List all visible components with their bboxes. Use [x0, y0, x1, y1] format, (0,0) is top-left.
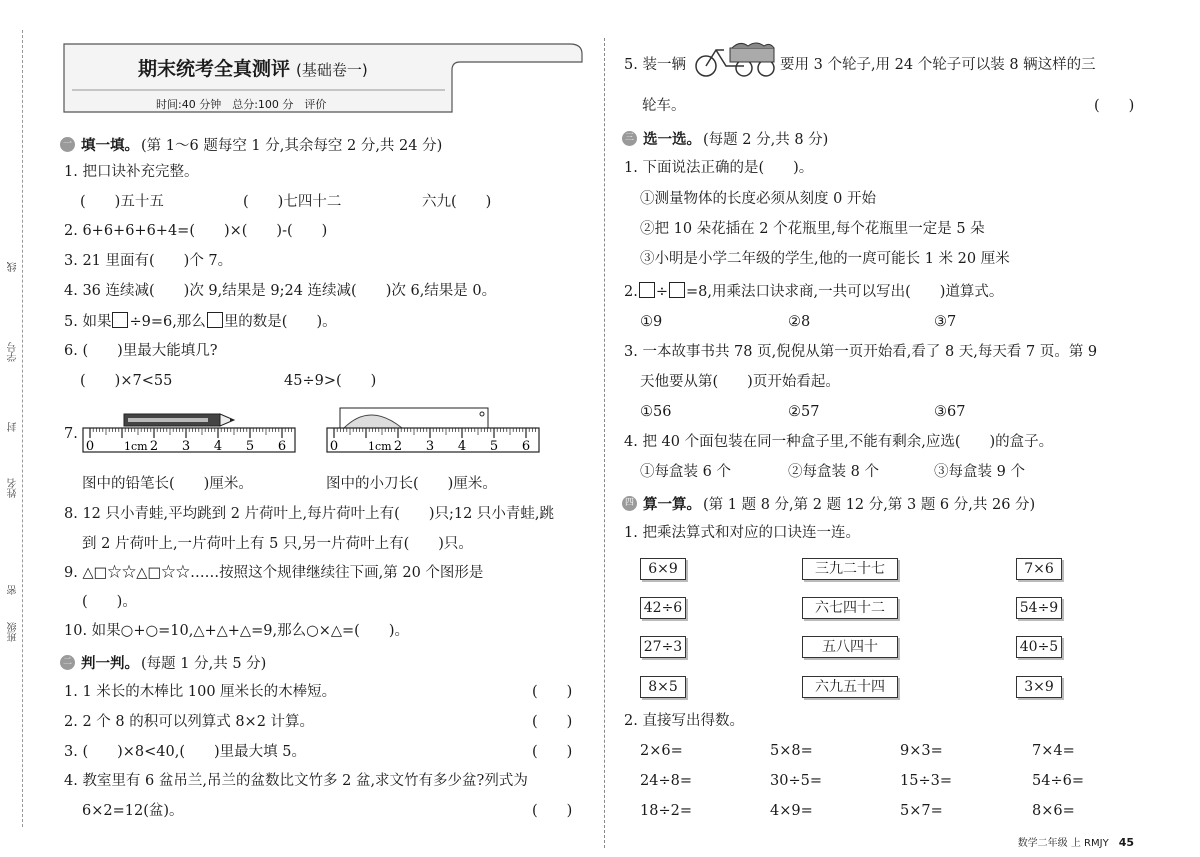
calc-item[interactable]: 15÷3= [900, 773, 952, 789]
binding-label: 线 [8, 262, 19, 272]
question-text: 9. △□☆☆△□☆☆……按照这个规律继续往下画,第 20 个图形是 [64, 565, 484, 581]
ruler-label: 4 [213, 439, 223, 454]
title-banner [60, 38, 580, 116]
choice-option[interactable]: ①测量物体的长度必须从刻度 0 开始 [640, 191, 876, 207]
judge-question: 4. 教室里有 6 盆吊兰,吊兰的盆数比文竹多 2 盆,求文竹有多少盆?列式为 [64, 773, 528, 789]
title-subtitle: (基础卷一) [296, 61, 368, 79]
section-note: (每题 1 分,共 5 分) [141, 656, 267, 672]
match-rhyme[interactable]: 六七四十二 [802, 597, 898, 619]
judge-answer-blank[interactable]: ( ) [532, 684, 573, 700]
choice-option[interactable]: ②每盒装 8 个 [788, 464, 879, 480]
judge-answer-blank[interactable]: ( ) [532, 803, 573, 819]
choice-option[interactable]: ③每盒装 9 个 [934, 464, 1025, 480]
ruler-label: 3 [425, 439, 435, 454]
judge-answer-blank[interactable]: ( ) [532, 714, 573, 730]
tricycle-icon [690, 40, 778, 78]
binding-label: 班级 [8, 622, 19, 642]
section-title: 选一选。 [643, 132, 701, 148]
calc-item[interactable]: 5×8= [770, 743, 813, 759]
question-text[interactable]: 到 2 片荷叶上,一片荷叶上有 5 只,另一片荷叶上有( )只。 [82, 536, 473, 552]
calc-item[interactable]: 8×6= [1032, 803, 1075, 819]
judge-question: 轮车。 [642, 98, 686, 114]
calc-item[interactable]: 7×4= [1032, 743, 1075, 759]
section-number-icon: 四 [622, 496, 637, 511]
binding-label: 学号 [8, 342, 19, 362]
answer-blank[interactable]: 图中的小刀长( )厘米。 [326, 476, 497, 492]
binding-label: 封 [8, 422, 19, 432]
question-text[interactable]: 4. 把 40 个面包装在同一种盒子里,不能有剩余,应选( )的盒子。 [624, 434, 1054, 450]
ruler-label: 1cm [368, 440, 392, 453]
question-text[interactable]: 4. 36 连续减( )次 9,结果是 9;24 连续减( )次 6,结果是 0。 [64, 283, 497, 299]
answer-blank[interactable]: ( )×7<55 [80, 373, 173, 389]
knife-ruler-figure [326, 402, 546, 464]
question-text: 1. 把乘法算式和对应的口诀连一连。 [624, 525, 860, 541]
choice-option[interactable]: ①9 [640, 314, 663, 330]
calc-item[interactable]: 2×6= [640, 743, 683, 759]
question-text: 1. 把口诀补充完整。 [64, 164, 199, 180]
section-header [622, 128, 828, 149]
question-text: 3. 一本故事书共 78 页,倪倪从第一页开始看,看了 8 天,每天看 7 页。第 9 [624, 344, 1098, 360]
choice-option[interactable]: ①56 [640, 404, 672, 420]
answer-blank[interactable]: ( )。 [82, 594, 137, 610]
question-text[interactable]: 3. 21 里面有( )个 7。 [64, 253, 233, 269]
question-text: 2. 直接写出得数。 [624, 713, 744, 729]
question-part: 里的数是( )。 [223, 314, 337, 330]
judge-question: 3. ( )×8<40,( )里最大填 5。 [64, 744, 306, 760]
judge-answer-blank[interactable]: ( ) [1094, 98, 1135, 114]
ruler-label: 5 [245, 439, 255, 454]
calc-item[interactable]: 24÷8= [640, 773, 692, 789]
match-expression[interactable]: 6×9 [640, 558, 686, 580]
blank-box[interactable] [669, 282, 685, 298]
page-number: 45 [1118, 836, 1134, 849]
ruler-label: 5 [489, 439, 499, 454]
section-note: (第 1 题 8 分,第 2 题 12 分,第 3 题 6 分,共 26 分) [703, 497, 1036, 513]
section-note: (每题 2 分,共 8 分) [703, 132, 829, 148]
question-text[interactable]: 8. 12 只小青蛙,平均跳到 2 片荷叶上,每片荷叶上有( )只;12 只小青蛙,跳 [64, 506, 555, 522]
page-footer [1018, 834, 1134, 849]
binding-label: 密 [8, 585, 19, 595]
judge-question: 2. 2 个 8 的积可以列算式 8×2 计算。 [64, 714, 315, 730]
section-title: 判一判。 [81, 656, 139, 672]
calc-item[interactable]: 18÷2= [640, 803, 692, 819]
footer-label: 数学二年级 上 RMJY [1017, 838, 1109, 849]
match-expression[interactable]: 7×6 [1016, 558, 1062, 580]
binding-strip [0, 0, 44, 857]
section-note: (第 1～6 题每空 1 分,其余每空 2 分,共 24 分) [141, 138, 443, 154]
question-part: 5. 装一辆 [624, 57, 686, 73]
judge-question: 6×2=12(盆)。 [82, 803, 184, 819]
answer-blank[interactable]: ( )七四十二 [243, 194, 342, 210]
exam-info: 时间:40 分钟 总分:100 分 评价 [156, 98, 327, 111]
blank-box[interactable] [639, 282, 655, 298]
question-text[interactable]: 1. 下面说法正确的是( )。 [624, 160, 814, 176]
choice-option[interactable]: ②把 10 朵花插在 2 个花瓶里,每个花瓶里一定是 5 朵 [640, 221, 985, 237]
choice-option[interactable]: ③67 [934, 404, 966, 420]
match-expression[interactable]: 8×5 [640, 676, 686, 698]
match-expression[interactable]: 40÷5 [1016, 636, 1062, 658]
ruler-label: 0 [85, 439, 95, 454]
section-header [622, 493, 1035, 514]
match-expression[interactable]: 27÷3 [640, 636, 686, 658]
calc-item[interactable]: 5×7= [900, 803, 943, 819]
calc-item[interactable]: 54÷6= [1032, 773, 1084, 789]
question-text[interactable] [624, 282, 1003, 301]
section-number-icon: 二 [60, 655, 75, 670]
title-text: 期末统考全真测评 [138, 58, 291, 80]
section-title: 算一算。 [643, 497, 701, 513]
ruler-label: 6 [277, 439, 287, 454]
choice-option[interactable]: ③小明是小学二年级的学生,他的一庹可能长 1 米 20 厘米 [640, 251, 1010, 267]
judge-question: 1. 1 米长的木棒比 100 厘米长的木棒短。 [64, 684, 337, 700]
blank-box[interactable] [207, 312, 223, 328]
answer-blank[interactable]: 45÷9>( ) [284, 373, 377, 389]
answer-blank[interactable]: 六九( ) [422, 194, 492, 210]
ruler-label: 2 [393, 439, 403, 454]
match-expression[interactable]: 3×9 [1016, 676, 1062, 698]
match-rhyme[interactable]: 五八四十 [802, 636, 898, 658]
ruler-label: 3 [181, 439, 191, 454]
binding-label: 姓名 [8, 478, 19, 498]
match-rhyme[interactable]: 六九五十四 [802, 676, 898, 698]
calc-item[interactable]: 4×9= [770, 803, 813, 819]
calc-item[interactable]: 30÷5= [770, 773, 822, 789]
calc-item[interactable]: 9×3= [900, 743, 943, 759]
choice-option[interactable]: ①每盒装 6 个 [640, 464, 731, 480]
page-title [138, 54, 368, 81]
match-expression[interactable]: 54÷9 [1016, 597, 1062, 619]
section-number-icon: 一 [60, 137, 75, 152]
column-divider [604, 38, 605, 848]
question-part: 5. 如果 [64, 314, 112, 330]
ruler-label: 6 [521, 439, 531, 454]
section-header [60, 134, 442, 155]
pencil-ruler-figure [82, 402, 302, 464]
answer-blank[interactable]: 图中的铅笔长( )厘米。 [82, 476, 253, 492]
blank-box[interactable] [112, 312, 128, 328]
binding-line [22, 30, 23, 827]
ruler-label: 2 [149, 439, 159, 454]
choice-option[interactable]: ②8 [788, 314, 811, 330]
question-part: =8,用乘法口诀求商,一共可以写出( )道算式。 [686, 284, 1004, 300]
ruler-label: 4 [457, 439, 467, 454]
choice-option[interactable]: ③7 [934, 314, 957, 330]
question-text: 7. [64, 426, 78, 442]
section-header [60, 652, 266, 673]
judge-question [624, 56, 686, 74]
choice-option[interactable]: ②57 [788, 404, 820, 420]
match-rhyme[interactable]: 三九二十七 [802, 558, 898, 580]
match-expression[interactable]: 42÷6 [640, 597, 686, 619]
question-text[interactable]: 天他要从第( )页开始看起。 [640, 374, 840, 390]
section-title: 填一填。 [81, 138, 139, 154]
question-part: ÷9=6,那么 [129, 314, 206, 330]
question-text[interactable]: 10. 如果○+○=10,△+△+△=9,那么○×△=( )。 [64, 623, 409, 639]
ruler-label: 1cm [124, 440, 148, 453]
question-part: 2. [624, 284, 638, 300]
question-text[interactable] [64, 312, 337, 331]
section-number-icon: 三 [622, 131, 637, 146]
question-text[interactable]: 2. 6+6+6+6+4=( )×( )-( ) [64, 223, 328, 239]
judge-question: 要用 3 个轮子,用 24 个轮子可以装 8 辆这样的三 [780, 57, 1096, 73]
question-text: 6. ( )里最大能填几? [64, 343, 218, 359]
answer-blank[interactable]: ( )五十五 [80, 194, 164, 210]
judge-answer-blank[interactable]: ( ) [532, 744, 573, 760]
ruler-label: 0 [329, 439, 339, 454]
question-part: ÷ [655, 284, 668, 300]
